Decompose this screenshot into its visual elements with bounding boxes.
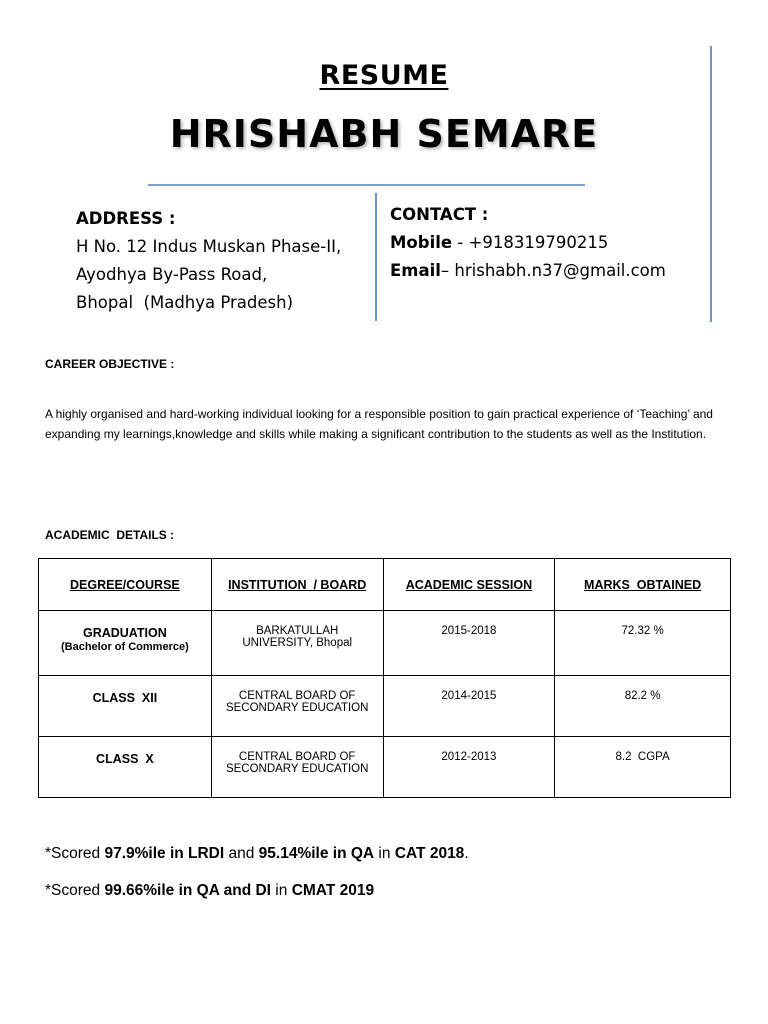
degree-cell	[39, 611, 212, 676]
session-cell: 2014-2015	[383, 676, 555, 737]
table-row	[39, 676, 731, 737]
score-highlight: CMAT 2019	[291, 882, 375, 899]
email-label: Email	[390, 261, 441, 280]
column-header-degree: DEGREE/COURSE	[39, 559, 212, 611]
header-divider	[148, 184, 585, 186]
address-block	[76, 205, 341, 317]
resume-heading: RESUME	[319, 60, 449, 91]
column-header-session: ACADEMIC SESSION	[383, 559, 555, 611]
session-cell: 2015-2018	[383, 611, 555, 676]
score-text: in	[271, 882, 292, 899]
cmat-score-line	[45, 882, 374, 900]
email-value[interactable]: – hrishabh.n37@gmail.com	[440, 261, 666, 280]
marks-cell: 82.2 %	[555, 676, 731, 737]
score-text: .	[464, 845, 469, 862]
career-objective-text: A highly organised and hard-working individual looking for a responsible position to gain practical experience of ‘Teaching’ and expanding my learnings,knowledge and skills while making a significant contribution to the students as well as the Institution.	[45, 407, 713, 441]
cat-score-line	[45, 845, 469, 863]
score-highlight: 99.66%ile in QA and DI	[104, 882, 271, 899]
address-line-3: Bhopal (Madhya Pradesh)	[76, 293, 294, 312]
score-highlight: CAT 2018	[394, 845, 465, 862]
degree-name: GRADUATION	[82, 626, 167, 640]
marks-cell: 8.2 CGPA	[555, 737, 731, 798]
academic-details-heading: ACADEMIC DETAILS :	[45, 528, 175, 542]
mobile-line	[390, 229, 666, 257]
applicant-name: HRISHABH SEMARE	[169, 112, 599, 156]
email-line	[390, 257, 666, 285]
column-header-institution: INSTITUTION / BOARD	[211, 559, 383, 611]
contact-divider	[375, 193, 377, 321]
contact-block	[390, 201, 666, 285]
score-text: and	[224, 845, 259, 862]
contact-heading: CONTACT :	[390, 205, 489, 224]
score-highlight: 95.14%ile in QA	[258, 845, 375, 862]
table-row	[39, 611, 731, 676]
score-text: *Scored	[45, 845, 105, 862]
score-text: in	[374, 845, 395, 862]
score-highlight: 97.9%ile in LRDI	[104, 845, 225, 862]
degree-name: CLASS X	[96, 752, 154, 766]
right-margin-line	[710, 46, 712, 322]
mobile-label: Mobile	[390, 233, 453, 252]
degree-cell	[39, 676, 212, 737]
session-cell: 2012-2013	[383, 737, 555, 798]
column-header-marks: MARKS OBTAINED	[555, 559, 731, 611]
address-line-1: H No. 12 Indus Muskan Phase-II,	[76, 237, 342, 256]
institution-cell: CENTRAL BOARD OF SECONDARY EDUCATION	[211, 737, 383, 798]
academic-table	[38, 558, 731, 798]
degree-cell	[39, 737, 212, 798]
degree-subtitle: (Bachelor of Commerce)	[60, 641, 189, 653]
address-heading: ADDRESS :	[76, 209, 176, 228]
degree-name: CLASS XII	[92, 691, 158, 705]
address-line-2: Ayodhya By-Pass Road,	[76, 265, 268, 284]
institution-cell: BARKATULLAH UNIVERSITY, Bhopal	[211, 611, 383, 676]
institution-cell: CENTRAL BOARD OF SECONDARY EDUCATION	[211, 676, 383, 737]
table-header-row	[39, 559, 731, 611]
career-objective-heading: CAREER OBJECTIVE :	[45, 357, 175, 371]
mobile-value: - +918319790215	[452, 233, 609, 252]
score-text: *Scored	[45, 882, 105, 899]
table-row	[39, 737, 731, 798]
marks-cell: 72.32 %	[555, 611, 731, 676]
